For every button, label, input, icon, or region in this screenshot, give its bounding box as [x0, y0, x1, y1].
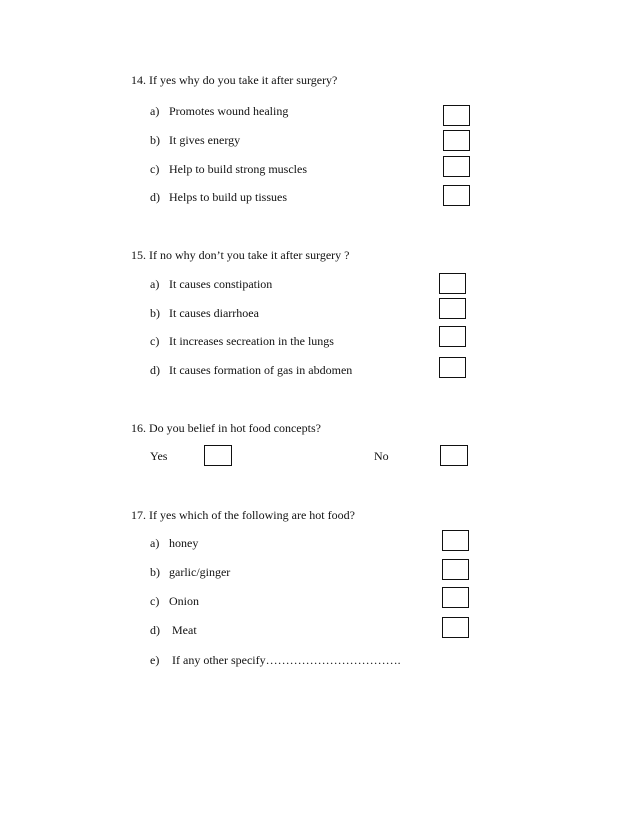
q17-option-c-letter: c) — [150, 594, 160, 608]
q17-option-c-checkbox[interactable] — [442, 587, 469, 608]
q17-option-a-text: honey — [169, 536, 199, 550]
q17-option-c-text: Onion — [169, 594, 199, 608]
q17-option-b-text: garlic/ginger — [169, 565, 231, 579]
q14-option-b-letter: b) — [150, 133, 160, 147]
q17-option-b-letter: b) — [150, 565, 160, 579]
q17-option-d-letter: d) — [150, 623, 160, 637]
q16-no-checkbox[interactable] — [440, 445, 468, 466]
q17-option-e-text: If any other specify……………………………. — [169, 653, 401, 667]
q15-option-b-checkbox[interactable] — [439, 298, 466, 319]
q15-option-b-text: It causes diarrhoea — [169, 306, 259, 320]
q14-option-b-text: It gives energy — [169, 133, 241, 147]
q16-yes-label: Yes — [150, 449, 168, 463]
q15-question: 15. If no why don’t you take it after surgery ? — [131, 248, 350, 262]
q17-option-d-text: Meat — [169, 623, 197, 637]
q14-option-d-letter: d) — [150, 190, 160, 204]
q17-option-e-letter: e) — [150, 653, 160, 667]
q14-option-d-text: Helps to build up tissues — [169, 190, 288, 204]
q16-no-label: No — [374, 449, 389, 463]
q14-option-b-checkbox[interactable] — [443, 130, 470, 151]
q15-option-c-checkbox[interactable] — [439, 326, 466, 347]
q14-option-c-checkbox[interactable] — [443, 156, 470, 177]
q14-option-a-text: Promotes wound healing — [169, 104, 289, 118]
q14-option-c-letter: c) — [150, 162, 160, 176]
q15-option-d-letter: d) — [150, 363, 160, 377]
q15-option-c-text: It increases secreation in the lungs — [169, 334, 334, 348]
q15-option-d-text: It causes formation of gas in abdomen — [169, 363, 353, 377]
q15-option-a-text: It causes constipation — [169, 277, 273, 291]
q14-option-a-letter: a) — [150, 104, 160, 118]
q17-option-a-checkbox[interactable] — [442, 530, 469, 551]
q15-option-d-checkbox[interactable] — [439, 357, 466, 378]
q17-option-a-letter: a) — [150, 536, 160, 550]
q17-option-b-checkbox[interactable] — [442, 559, 469, 580]
q15-option-a-letter: a) — [150, 277, 160, 291]
q16-yes-checkbox[interactable] — [204, 445, 232, 466]
q14-option-c-text: Help to build strong muscles — [169, 162, 307, 176]
q15-option-a-checkbox[interactable] — [439, 273, 466, 294]
q17-question: 17. If yes which of the following are hot food? — [131, 508, 355, 522]
q16-question: 16. Do you belief in hot food concepts? — [131, 421, 321, 435]
q15-option-b-letter: b) — [150, 306, 160, 320]
q17-option-d-checkbox[interactable] — [442, 617, 469, 638]
q14-option-a-checkbox[interactable] — [443, 105, 470, 126]
q15-option-c-letter: c) — [150, 334, 160, 348]
q14-option-d-checkbox[interactable] — [443, 185, 470, 206]
q14-question: 14. If yes why do you take it after surgery? — [131, 73, 338, 87]
